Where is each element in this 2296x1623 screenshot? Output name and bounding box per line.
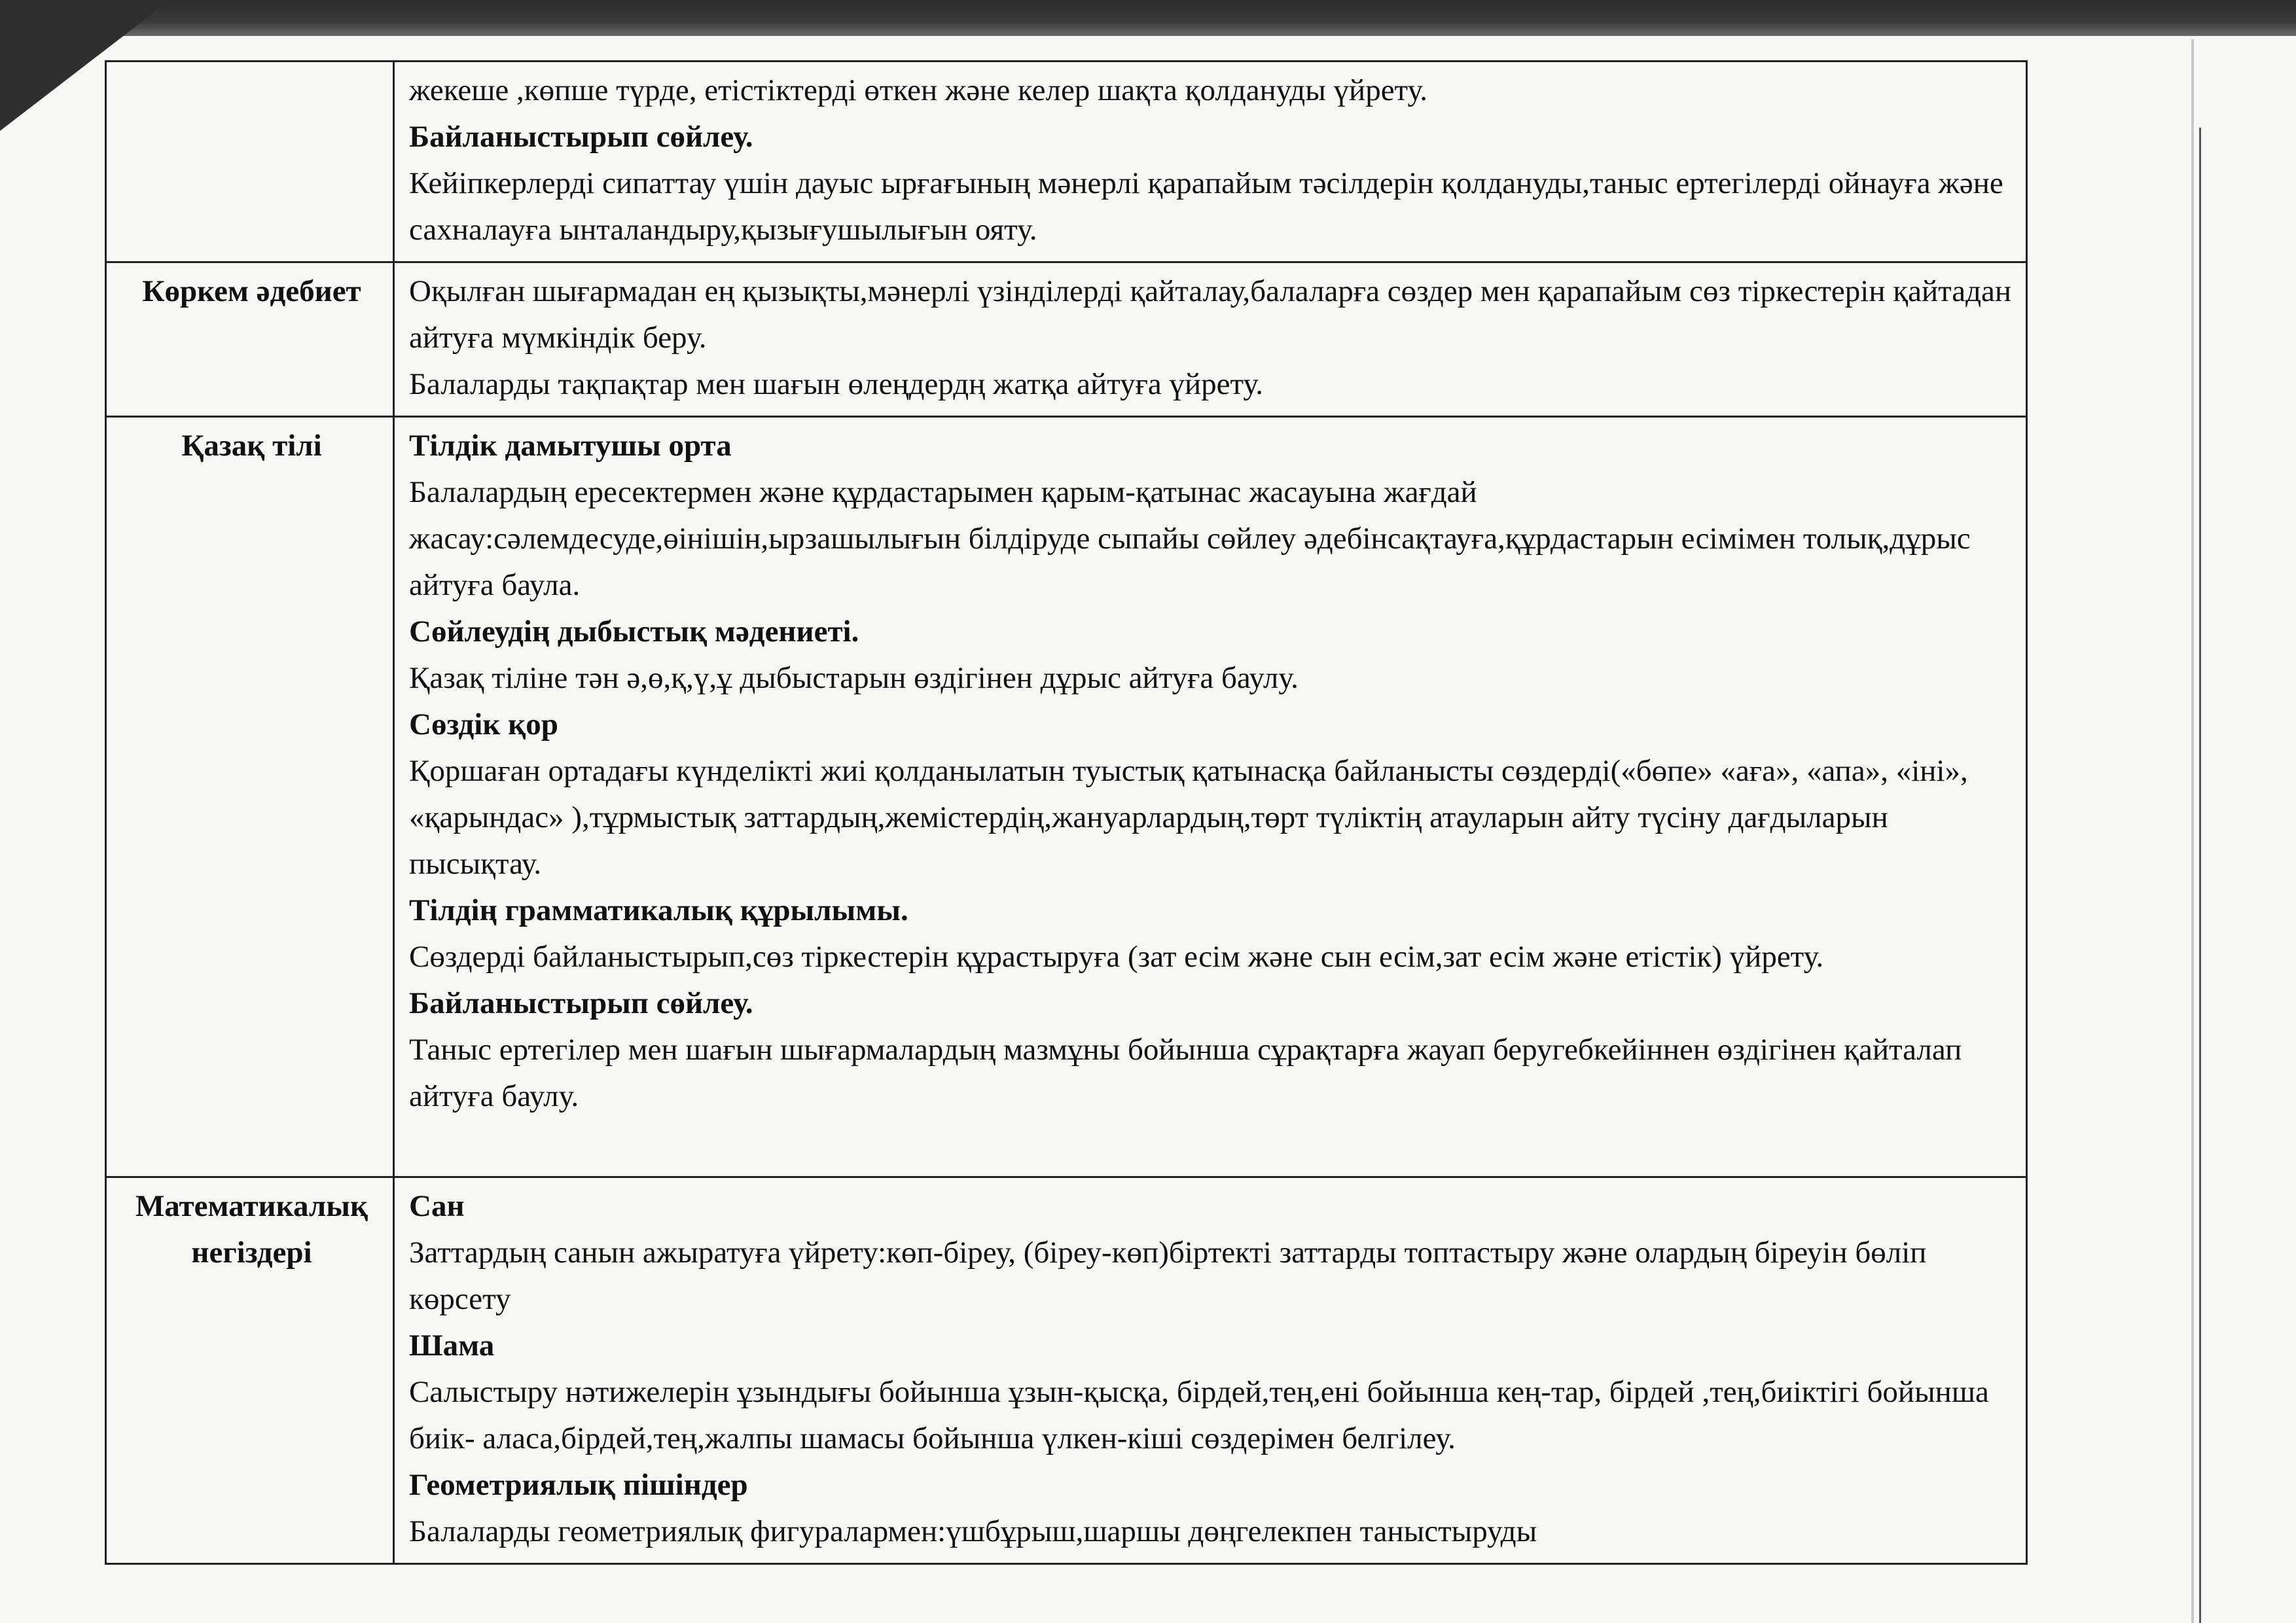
table-row: [106, 417, 2027, 1177]
content-text: Заттардың санын ажыратуға үйрету:көп-біреу, (біреу-көп)біртекті заттарды топтастыру және олардың біреуін бөліп көрсету: [409, 1236, 1927, 1316]
table-row: [106, 1177, 2027, 1564]
section-heading: Байланыстырып сөйлеу.: [409, 986, 753, 1020]
table-row: [106, 62, 2027, 262]
subject-label: Көркем әдебиет: [142, 274, 361, 308]
subject-label-line: Математикалық: [135, 1189, 368, 1223]
content-cell: [394, 262, 2027, 417]
content-text: Балалардың ересектермен және құрдастарымен қарым-қатынас жасауына жағдай жасау:сәлемдесуде,өінішін,ырзашылығын білдіруде сыпайы сөйлеу әдебінсақтауға,құрдастарын есімімен толық,дұрыс айтуға баула.: [409, 475, 1971, 602]
page-edge-outer: [2191, 39, 2194, 1623]
content-text: Сөздерді байланыстырып,сөз тіркестерін құрастыруға (зат есім және сын есім,зат есім және етістік) үйрету.: [409, 940, 1824, 974]
content-cell: [394, 62, 2027, 262]
section-heading: Сөйлеудің дыбыстық мәдениеті.: [409, 615, 859, 649]
content-text: Салыстыру нәтижелерін ұзындығы бойынша ұзын-қысқа, бірдей,тең,ені бойынша кең-тар, бірдей ,тең,биіктігі бойынша биік- аласа,бірдей,тең,жалпы шамасы бойынша үлкен-кіші сөздерімен белгілеу.: [409, 1375, 1989, 1455]
content-text: Таныс ертегілер мен шағын шығармалардың мазмұны бойынша сұрақтарға жауап беругебкейіннен өздігінен қайталап айтуға баулу.: [409, 1033, 1962, 1113]
section-heading: Тілдік дамытушы орта: [409, 429, 732, 463]
section-heading: Шама: [409, 1329, 495, 1363]
table-row: [106, 262, 2027, 417]
section-heading: Тілдің грамматикалық құрылымы.: [409, 893, 908, 927]
content-text: Балаларды тақпақтар мен шағын өлеңдердң жатқа айтуға үйрету.: [409, 367, 1263, 401]
subject-label-line: негіздері: [191, 1236, 312, 1270]
subject-cell: [106, 1177, 394, 1564]
subject-cell: [106, 62, 394, 262]
subject-label: Қазақ тілі: [181, 429, 322, 463]
content-text: Оқылған шығармадан ең қызықты,мәнерлі үзінділерді қайталау,балаларға сөздер мен қарапайым сөз тіркестерін қайтадан айтуға мүмкіндік беру.: [409, 274, 2011, 355]
subject-cell: [106, 417, 394, 1177]
section-heading: Геометриялық пішіндер: [409, 1468, 748, 1502]
content-text: Кейіпкерлерді сипаттау үшін дауыс ырғағының мәнерлі қарапайым тәсілдерін қолдануды,таныс ертегілерді ойнауға және сахналауға ынталандыру,қызығушылығын ояту.: [409, 166, 2003, 247]
content-cell: [394, 1177, 2027, 1564]
content-text: жекеше ,көпше түрде, етістіктерді өткен және келер шақта қолдануды үйрету.: [409, 73, 1428, 107]
content-text: Балаларды геометриялық фигуралармен:үшбұрыш,шаршы дөңгелекпен таныстыруды: [409, 1514, 1537, 1548]
content-text: Қазақ тіліне тән ә,ө,қ,ү,ұ дыбыстарын өздігінен дұрыс айтуға баулу.: [409, 661, 1299, 695]
subject-cell: [106, 262, 394, 417]
content-text: Қоршаған ортадағы күнделікті жиі қолданылатын туыстық қатынасқа байланысты сөздерді(«бөпе» «аға», «апа», «іні», «қарындас» ),тұрмыстық заттардың,жемістердің,жануарлардың,төрт түліктің атауларын айту түсіну дағдыларын пысықтау.: [409, 754, 1968, 881]
scan-shadow-top: [0, 0, 2296, 36]
section-heading: Сан: [409, 1189, 465, 1223]
page-edge-inner: [2199, 128, 2201, 1623]
section-heading: Сөздік қор: [409, 707, 558, 741]
curriculum-table: [105, 60, 2028, 1565]
content-cell: [394, 417, 2027, 1177]
section-heading: Байланыстырып сөйлеу.: [409, 120, 753, 154]
